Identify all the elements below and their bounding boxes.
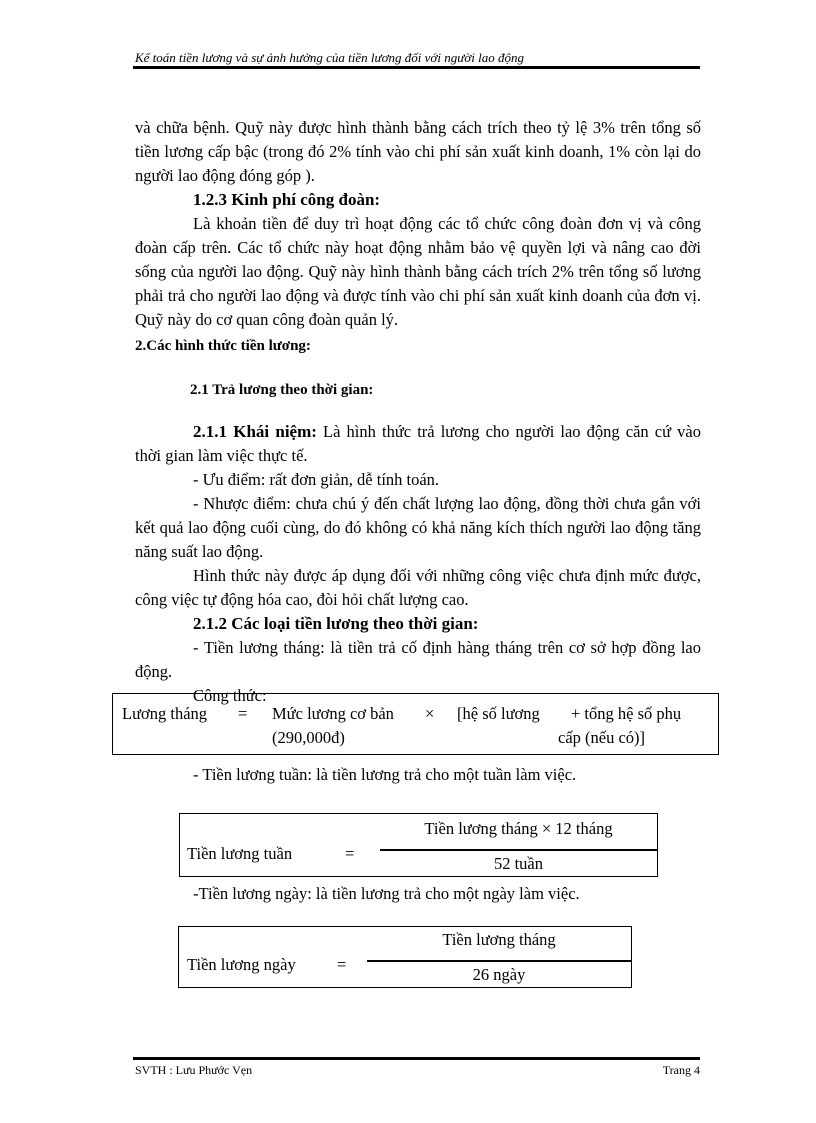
page-header-title: Kế toán tiền lương và sự ảnh hưởng của tiền lương đối với người lao động (135, 50, 524, 65)
paragraph-kinh-phi-cong-doan: Là khoản tiền để duy trì hoạt động các tổ chức công đoàn đơn vị và công đoàn cấp trên. Các tổ chức này hoạt động nhằm bảo vệ quyền lợi và nâng cao đời sống của người lao động. Quỹ này hình thành bằng cách trích 2% trên tổng số lương phải trả cho người lao động và được tính vào chi phí sản xuất kinh doanh của đơn vị. Quỹ này do cơ quan công đoàn quản lý. (135, 214, 701, 329)
paragraph-bhyt-continued: và chữa bệnh. Quỹ này được hình thành bằng cách trích theo tỷ lệ 3% trên tổng số tiền lương cấp bậc (trong đó 2% tính vào chi phí sản xuất kinh doanh, 1% còn lại do người lao động đóng góp ). (135, 118, 701, 185)
heading-2: 2.Các hình thức tiền lương: (135, 338, 311, 354)
paragraph-luong-thang: - Tiền lương tháng: là tiền trả cố định hàng tháng trên cơ sở hợp đồng lao động. (135, 638, 701, 681)
formula-month-label: Lương tháng (122, 704, 208, 723)
paragraph-ap-dung: Hình thức này được áp dụng đối với những công việc chưa định mức được, công việc tự động hóa cao, đòi hỏi chất lượng cao. (135, 566, 701, 609)
heading-1-2-3: 1.2.3 Kinh phí công đoàn: (193, 190, 381, 209)
formula-luong-ngay (178, 926, 632, 988)
formula-day-eq: = (337, 955, 347, 974)
formula-day-label: Tiền lương ngày (187, 955, 296, 974)
formula-month-base-value: (290,000đ) (272, 728, 345, 747)
paragraph-khai-niem (135, 420, 701, 468)
footer-rule (133, 1057, 700, 1060)
formula-day-numerator: Tiền lương tháng (442, 930, 556, 949)
formula-month-plus: + tổng hệ số phụ (571, 704, 682, 723)
header-rule (133, 66, 700, 69)
formula-month-eq: = (238, 704, 248, 723)
heading-2-1: 2.1 Trả lương theo thời gian: (190, 382, 374, 398)
paragraph-nhuoc-diem: - Nhược điểm: chưa chú ý đến chất lượng lao động, đồng thời chưa gắn với kết quả lao động cuối cùng, do đó không có khả năng kích thích người lao động tăng năng suất lao động. (135, 494, 701, 561)
formula-month-plus-cont: cấp (nếu có)] (558, 728, 646, 747)
footer-page-number: Trang 4 (662, 1063, 700, 1077)
paragraph-uu-diem: - Ưu điểm: rất đơn giản, dễ tính toán. (193, 470, 440, 489)
page-body-3 (135, 882, 701, 906)
formula-month-times: × (425, 704, 435, 723)
formula-week-denominator: 52 tuần (493, 854, 544, 873)
heading-2-1-2: 2.1.2 Các loại tiền lương theo thời gian: (193, 614, 479, 633)
formula-luong-tuan (179, 813, 658, 877)
formula-month-coef: [hệ số lương (457, 704, 540, 723)
paragraph-cong-thuc: Công thức: (193, 686, 267, 705)
paragraph-luong-tuan: - Tiền lương tuần: là tiền lương trả cho một tuần làm việc. (193, 765, 577, 784)
footer-author: SVTH : Lưu Phước Vẹn (135, 1063, 253, 1077)
formula-week-label: Tiền lương tuần (187, 844, 293, 863)
formula-month-base: Mức lương cơ bản (272, 704, 394, 723)
formula-day-denominator: 26 ngày (472, 965, 526, 984)
formula-week-numerator: Tiền lương tháng × 12 tháng (424, 819, 613, 838)
paragraph-luong-ngay: -Tiền lương ngày: là tiền lương trả cho một ngày làm việc. (193, 884, 580, 903)
khai-niem-text: Là hình thức trả lương cho người lao động căn cứ vào thời gian làm việc thực tế. (135, 422, 701, 465)
page-body-2 (135, 763, 701, 787)
formula-week-eq: = (345, 844, 355, 863)
formula-luong-thang (112, 693, 719, 755)
heading-2-1-1: 2.1.1 Khái niệm: (193, 422, 317, 441)
formula-week-fraction-bar (380, 849, 657, 851)
formula-day-fraction-bar (367, 960, 631, 962)
page-body (135, 116, 701, 708)
